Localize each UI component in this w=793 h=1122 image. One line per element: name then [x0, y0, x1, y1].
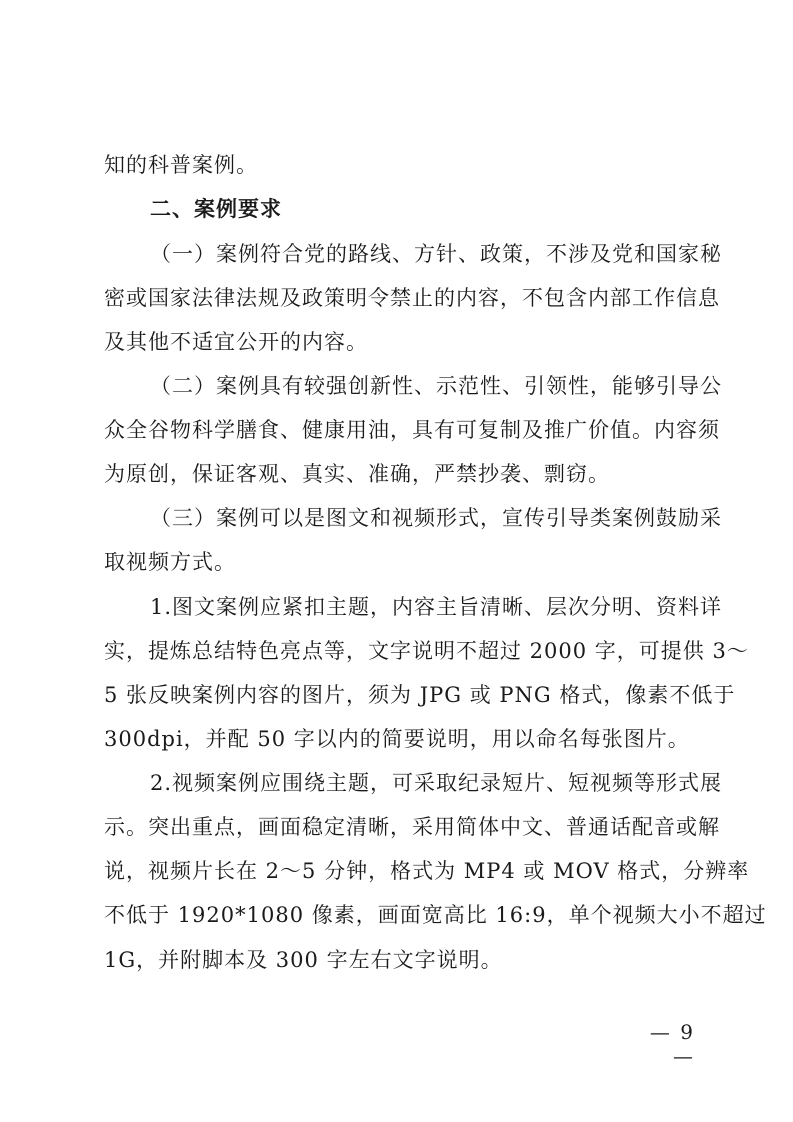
body-text-line: 5 张反映案例内容的图片，须为 JPG 或 PNG 格式，像素不低于: [104, 683, 736, 707]
body-text-line: 1G，并附脚本及 300 字左右文字说明。: [104, 948, 503, 972]
section-heading: 二、案例要求: [150, 197, 282, 221]
body-text-line: 知的科普案例。: [104, 153, 258, 177]
body-text-line: 众全谷物科学膳食、健康用油，具有可复制及推广价值。内容须: [104, 418, 720, 442]
body-text-line: 说，视频片长在 2～5 分钟，格式为 MP4 或 MOV 格式，分辨率: [104, 859, 750, 883]
body-text-line: （一）案例符合党的路线、方针、政策，不涉及党和国家秘: [150, 242, 722, 266]
body-text-line: 示。突出重点，画面稳定清晰，采用简体中文、普通话配音或解: [104, 815, 720, 839]
body-text-line: 300dpi，并配 50 字以内的简要说明，用以命名每张图片。: [104, 727, 690, 751]
body-text-line: 密或国家法律法规及政策明令禁止的内容，不包含内部工作信息: [104, 286, 720, 310]
body-text-line: 及其他不适宜公开的内容。: [104, 330, 368, 354]
body-text-line: 取视频方式。: [104, 550, 236, 574]
body-text-line: 不低于 1920*1080 像素，画面宽高比 16:9，单个视频大小不超过: [104, 903, 767, 927]
body-text-line: 1.图文案例应紧扣主题，内容主旨清晰、层次分明、资料详: [150, 595, 723, 619]
body-text-line: （二）案例具有较强创新性、示范性、引领性，能够引导公: [150, 374, 722, 398]
body-text-line: （三）案例可以是图文和视频形式，宣传引导类案例鼓励采: [150, 506, 722, 530]
page-number: — 9 —: [649, 1020, 695, 1068]
body-text-line: 2.视频案例应围绕主题，可采取纪录短片、短视频等形式展: [150, 771, 723, 795]
body-text-line: 为原创，保证客观、真实、准确，严禁抄袭、剽窃。: [104, 462, 610, 486]
body-text-line: 实，提炼总结特色亮点等，文字说明不超过 2000 字，可提供 3～: [104, 639, 749, 663]
